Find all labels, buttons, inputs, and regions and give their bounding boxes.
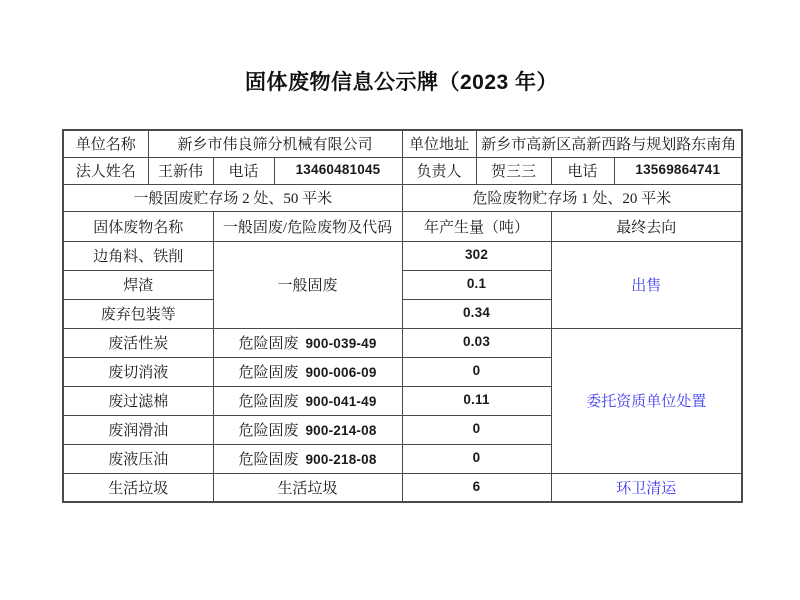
- waste-name-cell: 废活性炭: [63, 328, 213, 357]
- header-waste-name: 固体废物名称: [63, 211, 213, 241]
- header-destination: 最终去向: [551, 211, 742, 241]
- waste-header-row: [63, 211, 742, 241]
- waste-amount-cell: 302: [402, 241, 551, 270]
- waste-amount-cell: 0: [402, 444, 551, 473]
- waste-name-cell: 废润滑油: [63, 415, 213, 444]
- waste-name-cell: 废切消液: [63, 357, 213, 386]
- waste-code: 900-039-49: [305, 336, 377, 351]
- phone1-number: 13460481045: [295, 162, 381, 177]
- waste-amount-cell: 0.03: [402, 328, 551, 357]
- waste-category-cell: 危险固废 900-214-08: [213, 415, 402, 444]
- storage-row: [63, 184, 742, 211]
- waste-category-cell: 危险固废 900-041-49: [213, 386, 402, 415]
- waste-amount-cell: 0.1: [402, 270, 551, 299]
- phone1-label-cell: 电话: [213, 157, 274, 184]
- phone2-label-cell: 电话: [551, 157, 614, 184]
- unit-info-row-1: [63, 130, 742, 157]
- legal-person-label-cell: 法人姓名: [63, 157, 148, 184]
- page-title: 固体废物信息公示牌（2023 年）: [244, 71, 559, 94]
- waste-code: 900-006-09: [305, 365, 377, 380]
- manager-cell: 贺三三: [476, 157, 551, 184]
- waste-category-cell: 危险固废 900-006-09: [213, 357, 402, 386]
- waste-amount-cell: 0: [402, 415, 551, 444]
- waste-row: [63, 328, 742, 357]
- phone2-number: 13569864741: [635, 162, 721, 177]
- waste-name-cell: 废弃包装等: [63, 299, 213, 328]
- hazardous-storage-cell: 危险废物贮存场 1 处、20 平米: [402, 184, 742, 211]
- unit-name-cell: 新乡市伟良筛分机械有限公司: [148, 130, 402, 157]
- phone1-cell: [274, 157, 402, 184]
- waste-row: [63, 241, 742, 270]
- general-storage-cell: 一般固废贮存场 2 处、50 平米: [63, 184, 402, 211]
- phone2-cell: [614, 157, 742, 184]
- manager-label-cell: 负责人: [402, 157, 476, 184]
- unit-address-cell: 新乡市高新区高新西路与规划路东南角: [476, 130, 742, 157]
- document-page: [62, 0, 741, 503]
- unit-name-label-cell: 单位名称: [63, 130, 148, 157]
- header-category-code: 一般固废/危险废物及代码: [213, 211, 402, 241]
- waste-row: [63, 473, 742, 502]
- waste-category-cell: 一般固废: [213, 241, 402, 328]
- legal-person-cell: 王新伟: [148, 157, 213, 184]
- waste-code: 900-041-49: [305, 394, 377, 409]
- waste-destination-cell: 出售: [551, 241, 742, 328]
- waste-destination-cell: 环卫清运: [551, 473, 742, 502]
- waste-name-cell: 废液压油: [63, 444, 213, 473]
- waste-name-cell: 焊渣: [63, 270, 213, 299]
- waste-name-cell: 边角料、铁削: [63, 241, 213, 270]
- solid-waste-notice-table: [62, 129, 743, 503]
- waste-amount-cell: 0: [402, 357, 551, 386]
- waste-category-cell: 生活垃圾: [213, 473, 402, 502]
- waste-name-cell: 生活垃圾: [63, 473, 213, 502]
- waste-category-cell: 危险固废 900-039-49: [213, 328, 402, 357]
- unit-info-row-2: [63, 157, 742, 184]
- waste-name-cell: 废过滤棉: [63, 386, 213, 415]
- waste-amount-cell: 0.34: [402, 299, 551, 328]
- unit-address-label-cell: 单位地址: [402, 130, 476, 157]
- header-annual-amount: 年产生量（吨）: [402, 211, 551, 241]
- waste-code: 900-218-08: [305, 452, 377, 467]
- waste-category-cell: 危险固废 900-218-08: [213, 444, 402, 473]
- waste-destination-cell: 委托资质单位处置: [551, 328, 742, 473]
- waste-amount-cell: 6: [402, 473, 551, 502]
- waste-amount-cell: 0.11: [402, 386, 551, 415]
- waste-code: 900-214-08: [305, 423, 377, 438]
